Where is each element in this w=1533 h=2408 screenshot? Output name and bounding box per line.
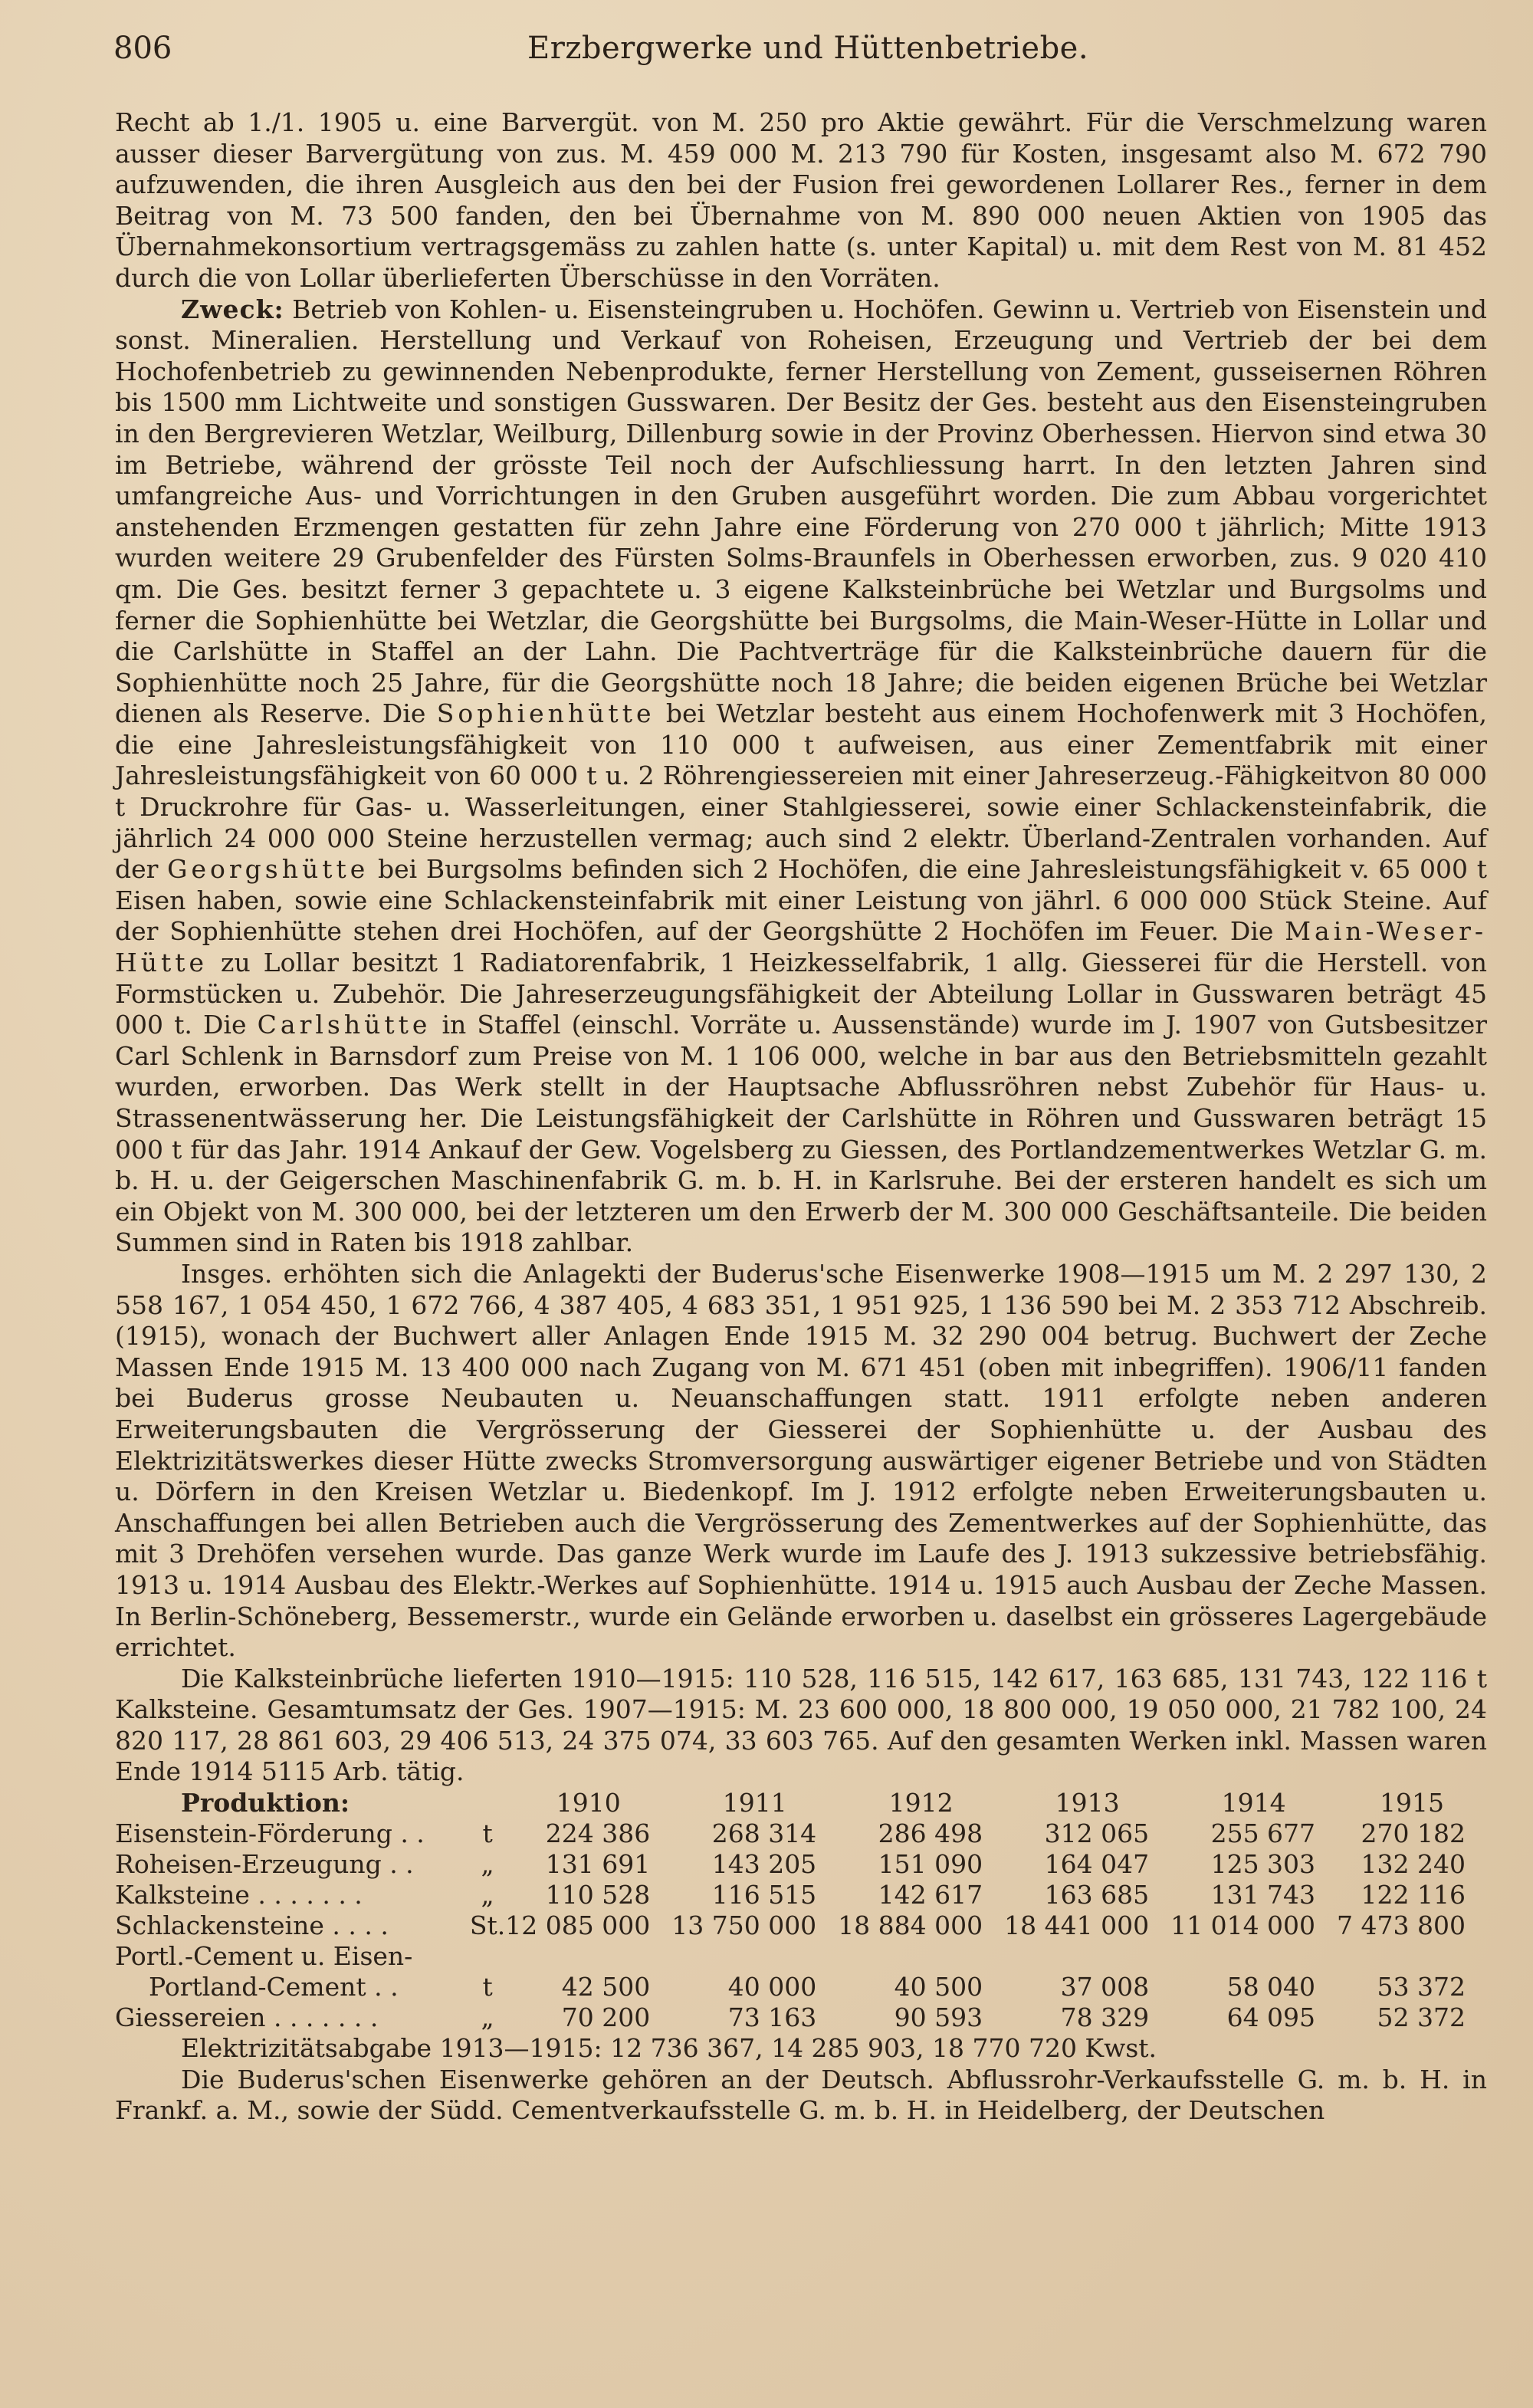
cell-value: 11 014 000: [1170, 1910, 1316, 1941]
row-label: Giessereien . . . . . . .: [115, 2002, 379, 2033]
row-label: Portl.-Cement u. Eisen-: [115, 1941, 413, 1972]
main-weser-huette-label: Main-Weser-Hütte: [115, 916, 1487, 978]
cell-value: 116 515: [711, 1880, 817, 1910]
cell-value: 37 008: [1060, 1972, 1150, 2002]
cell-value: 268 314: [711, 1818, 817, 1849]
georgshuette-label: Georgshütte: [167, 854, 369, 885]
production-table: [115, 1788, 1487, 2033]
row-label: Kalksteine . . . . . . .: [115, 1880, 363, 1910]
paragraph-verkaufsstellen: Die Buderus'schen Eisenwerke gehören an der Deutsch. Abflussrohr-Verkaufsstelle G. m. b. H. in Frankf. a. M., sowie der Südd. Cementverkaufsstelle G. m. b. H. in Heidelberg, der Deutschen: [115, 2064, 1487, 2126]
cell-value: 110 528: [545, 1880, 651, 1910]
cell-value: 143 205: [711, 1849, 817, 1880]
production-title: Produktion:: [181, 1788, 350, 1818]
cell-value: 42 500: [561, 1972, 651, 2002]
paragraph-kalksteinbrueche: Die Kalksteinbrüche lieferten 1910—1915: 110 528, 116 515, 142 617, 163 685, 131 743, 122 116 t Kalksteine. Gesamtumsatz der Ges. 1907—1915: M. 23 600 000, 18 800 000, 19 050 000, 21 782 100, 24 820 117, 28 861 603, 29 406 513, 24 375 074, 33 603 765. Auf den gesamten Werken inkl. Massen waren Ende 1914 5115 Arb. tätig.: [115, 1663, 1487, 1787]
cell-value: 131 743: [1210, 1880, 1316, 1910]
row-unit: St.: [469, 1910, 506, 1941]
cell-value: 151 090: [878, 1849, 983, 1880]
page-header: [113, 31, 1485, 77]
paragraph-1: Recht ab 1./1. 1905 u. eine Barvergüt. von M. 250 pro Aktie gewährt. Für die Verschmelzung waren ausser dieser Barvergütung von zus. M. 459 000 M. 213 790 für Kosten, insgesamt also M. 672 790 aufzuwenden, die ihren Ausgleich aus den bei der Fusion frei gewordenen Lollarer Res., ferner in dem Beitrag von M. 73 500 fanden, den bei Übernahme von M. 890 000 neuen Aktien von 1905 das Übernahmekonsortium vertragsgemäss zu zahlen hatte (s. unter Kapital) u. mit dem Rest von M. 81 452 durch die von Lollar überlieferten Überschüsse in den Vorräten.: [115, 107, 1487, 293]
paragraph-elektrizitaet: Elektrizitätsabgabe 1913—1915: 12 736 367, 14 285 903, 18 770 720 Kwst.: [181, 2033, 1157, 2064]
cell-value: 125 303: [1210, 1849, 1316, 1880]
table-row: [115, 1910, 1487, 1941]
zweck-text-b: bei Wetzlar besteht aus einem Hochofenwerk mit 3 Hochöfen, die eine Jahresleistungsfähigkeit von 110 000 t aufweisen, aus einer Zementfabrik mit einer Jahresleistungsfähigkeit von 60 000 t u. 2 Röhrengiessereien mit einer Jahreserzeug.-Fähigkeitvon 80 000 t Druckrohre für Gas- u. Wasserleitungen, einer Stahlgiesserei, sowie einer Schlackensteinfabrik, die jährlich 24 000 000 Steine herzustellen vermag; auch sind 2 elektr. Überland-Zentralen vorhanden. Auf der: [115, 698, 1488, 885]
row-unit: t: [482, 1972, 493, 2002]
year-1914: 1914: [1221, 1788, 1286, 1818]
paragraph-zweck: [115, 294, 1487, 1259]
year-1910: 1910: [556, 1788, 621, 1818]
row-label: Portland-Cement . .: [149, 1972, 399, 2002]
sophienhuette-label: Sophienhütte: [436, 698, 655, 729]
cell-value: 73 163: [727, 2002, 817, 2033]
carlshuette-label: Carlshütte: [257, 1010, 432, 1040]
cell-value: 53 372: [1377, 1972, 1466, 2002]
table-row: [115, 1941, 1487, 1972]
cell-value: 270 182: [1361, 1818, 1466, 1849]
row-label: Eisenstein-Förderung . .: [115, 1818, 425, 1849]
zweck-text-a: Betrieb von Kohlen- u. Eisensteingruben u. Hochöfen. Gewinn u. Vertrieb von Eisenstein und sonst. Mineralien. Herstellung und Verkauf von Roheisen, Erzeugung und Vertrieb der bei dem Hochofenbetrieb zu gewinnenden Nebenprodukte, ferner Herstellung von Zement, gusseisernen Röhren bis 1500 mm Lichtweite und sonstigen Gusswaren. Der Besitz der Ges. besteht aus den Eisensteingruben in den Bergrevieren Wetzlar, Weilburg, Dillenburg sowie in der Provinz Oberhessen. Hiervon sind etwa 30 im Betriebe, während der grösste Teil noch der Aufschliessung harrt. In den letzten Jahren sind umfangreiche Aus- und Vorrichtungen in den Gruben ausgeführt worden. Die zum Abbau vorgerichtet anstehenden Erzmengen gestatten für zehn Jahre eine Förderung von 270 000 t jährlich; Mitte 1913 wurden weitere 29 Grubenfelder des Fürsten Solms-Braunfels in Oberhessen erworben, zus. 9 020 410 qm. Die Ges. besitzt ferner 3 gepachtete u. 3 eigene Kalksteinbrüche bei Wetzlar und Burgsolms und ferner die Sophienhütte bei Wetzlar, die Georgshütte bei Burgsolms, die Main-Weser-Hütte in Lollar und die Carlshütte in Staffel an der Lahn. Die Pachtverträge für die Kalksteinbrüche dauern für die Sophienhütte noch 25 Jahre, für die Georgshütte noch 18 Jahre; die beiden eigenen Brüche bei Wetzlar dienen als Reserve. Die: [115, 294, 1487, 729]
cell-value: 52 372: [1377, 2002, 1466, 2033]
cell-value: 132 240: [1361, 1849, 1466, 1880]
cell-value: 122 116: [1361, 1880, 1466, 1910]
row-unit: „: [481, 2002, 494, 2033]
zweck-text-d: zu Lollar besitzt 1 Radiatorenfabrik, 1 Heizkesselfabrik, 1 allg. Giesserei für die Herstell. von Formstücken u. Zubehör. Die Jahreserzeugungsfähigkeit der Abteilung Lollar in Gusswaren beträgt 45 000 t. Die: [115, 948, 1487, 1040]
row-label: Roheisen-Erzeugung . .: [115, 1849, 414, 1880]
cell-value: 18 441 000: [1004, 1910, 1150, 1941]
running-title: Erzbergwerke und Hüttenbetriebe.: [527, 31, 1089, 66]
cell-value: 224 386: [545, 1818, 651, 1849]
cell-value: 12 085 000: [505, 1910, 651, 1941]
cell-value: 255 677: [1210, 1818, 1316, 1849]
year-1913: 1913: [1055, 1788, 1120, 1818]
production-header-row: [115, 1788, 1487, 1818]
table-row: [115, 1972, 1487, 2002]
cell-value: 18 884 000: [838, 1910, 983, 1941]
year-1915: 1915: [1380, 1788, 1445, 1818]
cell-value: 142 617: [878, 1880, 983, 1910]
cell-value: 90 593: [894, 2002, 983, 2033]
cell-value: 286 498: [878, 1818, 983, 1849]
year-1912: 1912: [888, 1788, 954, 1818]
cell-value: 131 691: [545, 1849, 651, 1880]
cell-value: 163 685: [1044, 1880, 1150, 1910]
row-unit: „: [481, 1880, 494, 1910]
row-label: Schlackensteine . . . .: [115, 1910, 389, 1941]
cell-value: 312 065: [1044, 1818, 1150, 1849]
cell-value: 7 473 800: [1337, 1910, 1466, 1941]
table-row: [115, 1818, 1487, 1849]
row-unit: „: [481, 1849, 494, 1880]
cell-value: 58 040: [1226, 1972, 1316, 2002]
cell-value: 164 047: [1044, 1849, 1150, 1880]
cell-value: 40 000: [727, 1972, 817, 2002]
table-row: [115, 1849, 1487, 1880]
year-1911: 1911: [722, 1788, 787, 1818]
body-text: [115, 107, 1487, 2127]
cell-value: 78 329: [1060, 2002, 1150, 2033]
cell-value: 64 095: [1226, 2002, 1316, 2033]
row-unit: t: [482, 1818, 493, 1849]
cell-value: 40 500: [894, 1972, 983, 2002]
cell-value: 13 750 000: [671, 1910, 817, 1941]
cell-value: 70 200: [561, 2002, 651, 2033]
paragraph-anlagen: Insges. erhöhten sich die Anlagekti der Buderus'sche Eisenwerke 1908—1915 um M. 2 297 130, 2 558 167, 1 054 450, 1 672 766, 4 387 405, 4 683 351, 1 951 925, 1 136 590 bei M. 2 353 712 Abschreib. (1915), wonach der Buchwert aller Anlagen Ende 1915 M. 32 290 004 betrug. Buchwert der Zeche Massen Ende 1915 M. 13 400 000 nach Zugang von M. 671 451 (oben mit inbegriffen). 1906/11 fanden bei Buderus grosse Neubauten u. Neuanschaffungen statt. 1911 erfolgte neben anderen Erweiterungsbauten die Vergrösserung der Giesserei der Sophienhütte u. der Ausbau des Elektrizitätswerkes dieser Hütte zwecks Stromversorgung auswärtiger eigener Betriebe und von Städten u. Dörfern in den Kreisen Wetzlar u. Biedenkopf. Im J. 1912 erfolgte neben Erweiterungsbauten u. Anschaffungen bei allen Betrieben auch die Vergrösserung des Zementwerkes auf der Sophienhütte, das mit 3 Drehöfen versehen wurde. Das ganze Werk wurde im Laufe des J. 1913 sukzessive betriebsfähig. 1913 u. 1914 Ausbau des Elektr.-Werkes auf Sophienhütte. 1914 u. 1915 auch Ausbau der Zeche Massen. In Berlin-Schöneberg, Bessemerstr., wurde ein Gelände erworben u. daselbst ein grösseres Lagergebäude errichtet.: [115, 1258, 1487, 1663]
zweck-text-c: bei Burgsolms befinden sich 2 Hochöfen, die eine Jahresleistungsfähigkeit v. 65 000 t Eisen haben, sowie eine Schlackensteinfabrik mit einer Leistung von jährl. 6 000 000 Stück Steine. Auf der Sophienhütte stehen drei Hochöfen, auf der Georgshütte 2 Hochöfen im Feuer. Die: [115, 854, 1487, 947]
table-row: [115, 1880, 1487, 1910]
zweck-text-e: in Staffel (einschl. Vorräte u. Aussenstände) wurde im J. 1907 von Gutsbesitzer Carl Schlenk in Barnsdorf zum Preise von M. 1 106 000, welche in bar aus den Betriebsmitteln gezahlt wurden, erworben. Das Werk stellt in der Hauptsache Abflussröhren nebst Zubehör für Haus- u. Strassenentwässerung her. Die Leistungsfähigkeit der Carlshütte in Röhren und Gusswaren beträgt 15 000 t für das Jahr. 1914 Ankauf der Gew. Vogelsberg zu Giessen, des Portlandzementwerkes Wetzlar G. m. b. H. u. der Geigerschen Maschinenfabrik G. m. b. H. in Karlsruhe. Bei der ersteren handelt es sich um ein Objekt von M. 300 000, bei der letzteren um den Erwerb der M. 300 000 Geschäftsanteile. Die beiden Summen sind in Raten bis 1918 zahlbar.: [115, 1010, 1487, 1258]
zweck-lead: Zweck:: [181, 294, 284, 324]
table-row: [115, 2002, 1487, 2033]
page-number: 806: [113, 31, 172, 66]
